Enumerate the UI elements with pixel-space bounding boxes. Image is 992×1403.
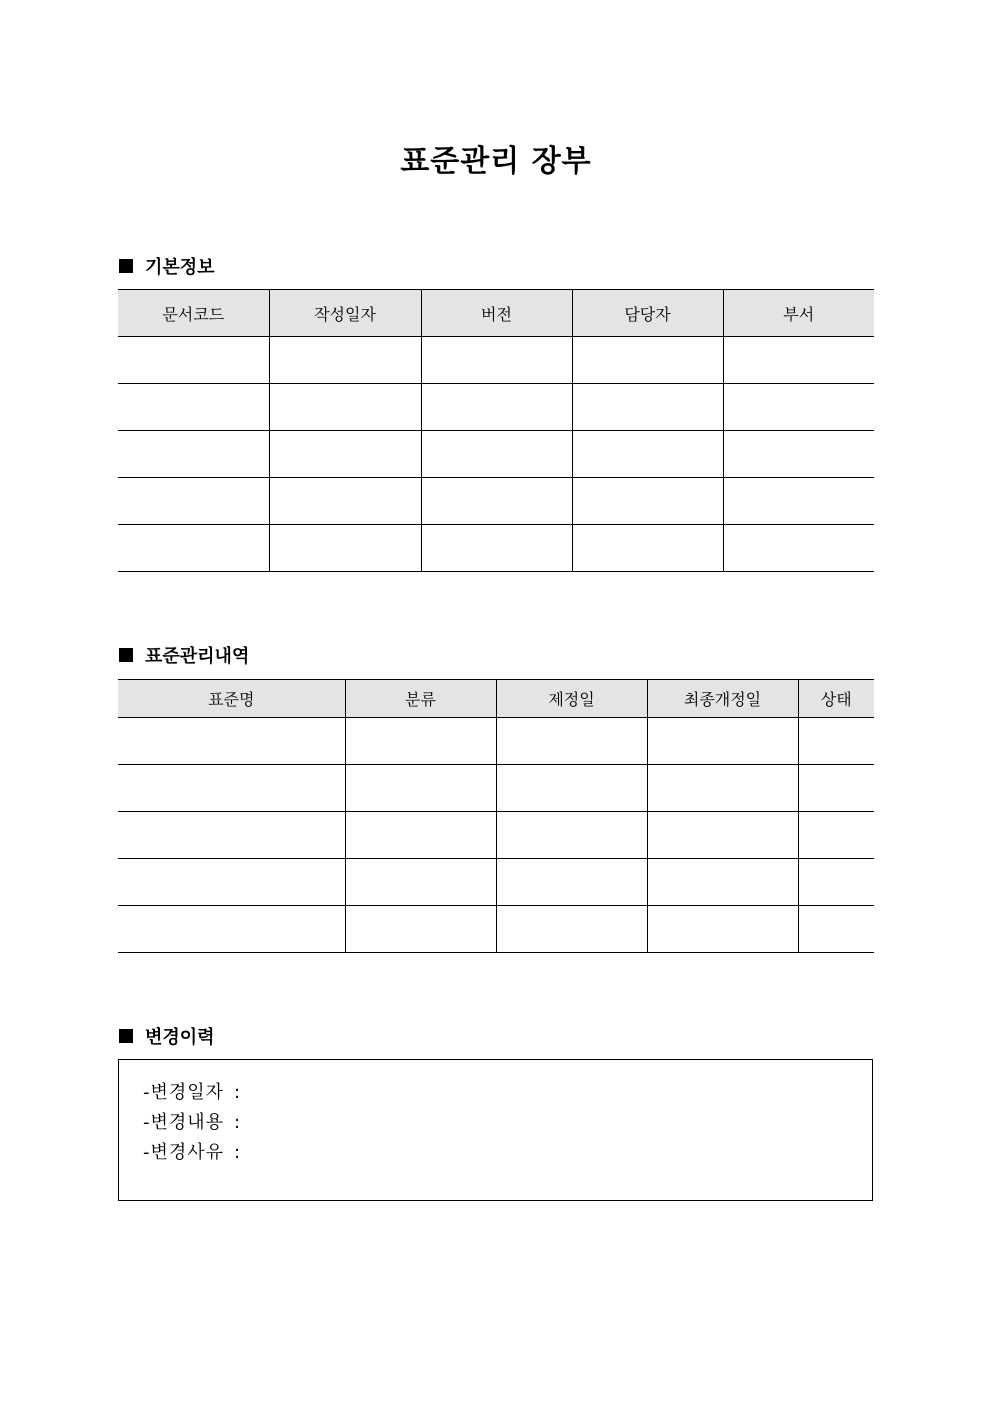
table-row xyxy=(118,765,874,812)
change-date-line xyxy=(143,1078,872,1108)
change-reason-line xyxy=(143,1138,872,1168)
table-cell[interactable] xyxy=(269,337,421,384)
column-header: 분류 xyxy=(345,680,496,718)
table-cell[interactable] xyxy=(647,859,798,906)
change-reason-label: -변경사유 xyxy=(143,1142,225,1163)
table-cell[interactable] xyxy=(496,859,647,906)
table-cell[interactable] xyxy=(798,859,874,906)
table-cell[interactable] xyxy=(723,525,874,572)
table-cell[interactable] xyxy=(421,337,572,384)
table-cell[interactable] xyxy=(345,859,496,906)
table-row xyxy=(118,718,874,765)
table-cell[interactable] xyxy=(345,812,496,859)
column-header: 부서 xyxy=(723,290,874,337)
column-header: 제정일 xyxy=(496,680,647,718)
table-row xyxy=(118,525,874,572)
page-title: 표준관리 장부 xyxy=(400,144,592,179)
table-cell[interactable] xyxy=(647,765,798,812)
table-cell[interactable] xyxy=(345,718,496,765)
change-date-label: -변경일자 xyxy=(143,1082,225,1103)
section-heading-basic-info xyxy=(119,253,215,279)
table-header-row xyxy=(118,290,874,337)
table-cell[interactable] xyxy=(723,337,874,384)
change-content-label: -변경내용 xyxy=(143,1112,225,1133)
table-cell[interactable] xyxy=(723,478,874,525)
table-row xyxy=(118,906,874,953)
table-cell[interactable] xyxy=(798,765,874,812)
table-cell[interactable] xyxy=(647,718,798,765)
table-cell[interactable] xyxy=(345,765,496,812)
column-header: 표준명 xyxy=(118,680,345,718)
column-header: 문서코드 xyxy=(118,290,269,337)
table-row xyxy=(118,337,874,384)
table-cell[interactable] xyxy=(572,337,723,384)
table-cell[interactable] xyxy=(118,384,269,431)
square-bullet-icon xyxy=(119,648,133,662)
section-title: 기본정보 xyxy=(145,257,215,278)
square-bullet-icon xyxy=(119,259,133,273)
table-row xyxy=(118,431,874,478)
column-header: 버전 xyxy=(421,290,572,337)
table-cell[interactable] xyxy=(269,384,421,431)
table-cell[interactable] xyxy=(723,431,874,478)
table-cell[interactable] xyxy=(118,337,269,384)
table-row xyxy=(118,478,874,525)
table-cell[interactable] xyxy=(647,906,798,953)
table-cell[interactable] xyxy=(798,906,874,953)
table-cell[interactable] xyxy=(118,765,345,812)
table-cell[interactable] xyxy=(269,431,421,478)
table-cell[interactable] xyxy=(421,431,572,478)
table-cell[interactable] xyxy=(118,718,345,765)
column-header: 작성일자 xyxy=(269,290,421,337)
table-header-row xyxy=(118,680,874,718)
section-title: 표준관리내역 xyxy=(145,646,250,667)
table-cell[interactable] xyxy=(345,906,496,953)
table-cell[interactable] xyxy=(496,812,647,859)
section-heading-standard-management xyxy=(119,642,249,668)
table-row xyxy=(118,384,874,431)
table-cell[interactable] xyxy=(798,812,874,859)
table-cell[interactable] xyxy=(118,478,269,525)
table-cell[interactable] xyxy=(798,718,874,765)
table-cell[interactable] xyxy=(496,906,647,953)
column-header: 담당자 xyxy=(572,290,723,337)
column-header: 상태 xyxy=(798,680,874,718)
table-cell[interactable] xyxy=(496,765,647,812)
table-cell[interactable] xyxy=(421,384,572,431)
square-bullet-icon xyxy=(119,1029,133,1043)
table-cell[interactable] xyxy=(647,812,798,859)
table-cell[interactable] xyxy=(496,718,647,765)
field-separator: : xyxy=(234,1082,241,1103)
table-cell[interactable] xyxy=(723,384,874,431)
table-cell[interactable] xyxy=(118,812,345,859)
table-cell[interactable] xyxy=(118,431,269,478)
field-separator: : xyxy=(234,1112,241,1133)
standard-management-table xyxy=(118,679,874,953)
table-cell[interactable] xyxy=(572,478,723,525)
table-cell[interactable] xyxy=(269,478,421,525)
table-row xyxy=(118,812,874,859)
change-content-line xyxy=(143,1108,872,1138)
table-cell[interactable] xyxy=(269,525,421,572)
table-cell[interactable] xyxy=(118,859,345,906)
section-title: 변경이력 xyxy=(145,1027,215,1048)
table-cell[interactable] xyxy=(572,525,723,572)
basic-info-table xyxy=(118,289,874,572)
table-cell[interactable] xyxy=(572,384,723,431)
table-cell[interactable] xyxy=(421,525,572,572)
column-header: 최종개정일 xyxy=(647,680,798,718)
section-heading-change-history xyxy=(119,1023,215,1049)
table-cell[interactable] xyxy=(421,478,572,525)
table-cell[interactable] xyxy=(118,525,269,572)
field-separator: : xyxy=(234,1142,241,1163)
table-cell[interactable] xyxy=(118,906,345,953)
table-row xyxy=(118,859,874,906)
change-history-box xyxy=(118,1059,873,1201)
table-cell[interactable] xyxy=(572,431,723,478)
